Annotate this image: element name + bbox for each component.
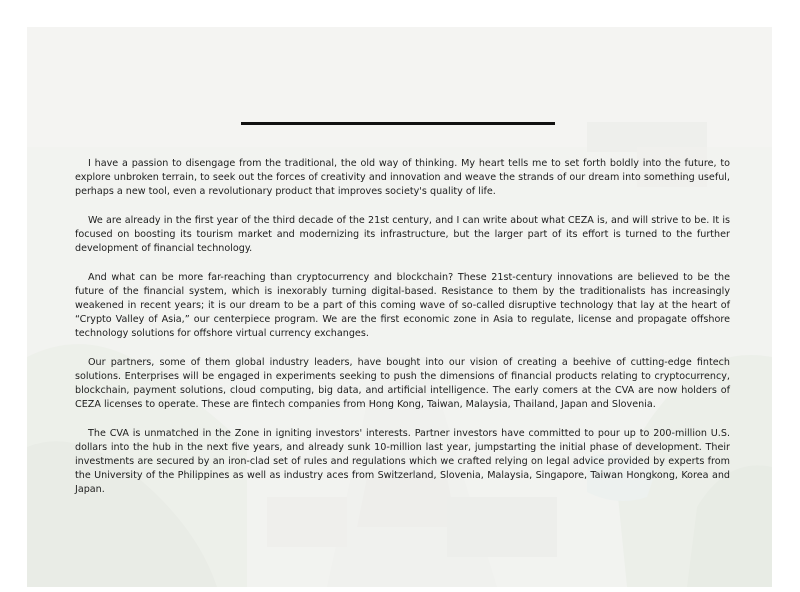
paragraph-5: The CVA is unmatched in the Zone in igniting investors' interests. Partner investors have committed to pour up to 200-million U.S. dollars into the hub in the next five years, and already sunk 10-million last year, jumpstarting the initial phase of development. Their investments are secured by an iron-clad set of rules and regulations which we crafted relying on legal advice provided by experts from the University of the Philippines as well as industry aces from Switzerland, Slovenia, Malaysia, Singapore, Taiwan Hongkong, Korea and Japan. [75, 428, 730, 495]
paragraph-4: Our partners, some of them global industry leaders, have bought into our vision of creating a beehive of cutting-edge fintech solutions. Enterprises will be engaged in experiments seeking to push the dimensions of financial products relating to cryptocurrency, blockchain, payment solutions, cloud computing, big data, and artificial intelligence. The early comers at the CVA are now holders of CEZA licenses to operate. These are fintech companies from Hong Kong, Taiwan, Malaysia, Thailand, Japan and Slovenia. [75, 357, 730, 410]
paragraph-3: And what can be more far-reaching than cryptocurrency and blockchain? These 21st-century innovations are believed to be the future of the financial system, which is inexorably turning digital-based. Resistance to them by the traditionalists has increasingly weakened in recent years; it is our dream to be a part of this coming wave of so-called disruptive technology that lay at the heart of “Crypto Valley of Asia,” our centerpiece program. We are the first economic zone in Asia to regulate, license and propagate offshore technology solutions for offshore virtual currency exchanges. [75, 272, 730, 339]
content-panel [27, 27, 772, 587]
heading-rule [241, 122, 555, 125]
paragraph-2: We are already in the first year of the third decade of the 21st century, and I can write about what CEZA is, and will strive to be. It is focused on boosting its tourism market and modernizing its infrastructure, but the larger part of its effort is turned to the further development of financial technology. [75, 215, 730, 254]
body-text [75, 157, 730, 512]
paragraph-1: I have a passion to disengage from the traditional, the old way of thinking. My heart tells me to set forth boldly into the future, to explore unbroken terrain, to seek out the forces of creativity and innovation and weave the strands of our dream into something useful, perhaps a new tool, even a revolutionary product that improves society's quality of life. [75, 158, 730, 197]
